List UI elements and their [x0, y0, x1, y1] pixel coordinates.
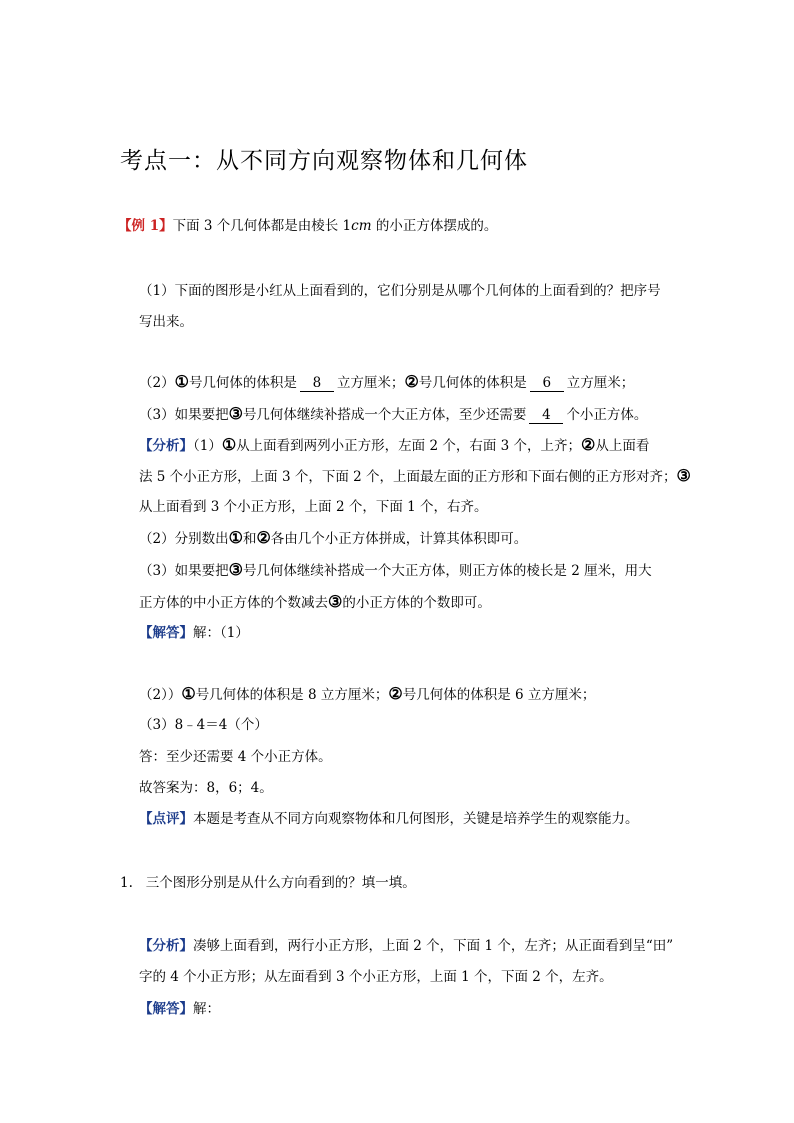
comment-line — [139, 810, 639, 828]
question-1-line-1: （1）下面的图形是小红从上面看到的，它们分别是从哪个几何体的上面看到的？把序号 — [139, 283, 661, 299]
circle-2: ② — [388, 684, 403, 703]
example-1-line — [118, 217, 497, 235]
answer-2-text: 解： — [193, 1001, 220, 1017]
analysis-l6-a: 正方体的中小正方体的个数减去 — [139, 595, 328, 611]
question-1-line-2: 写出来。 — [139, 314, 193, 330]
q2-text-d: 立方厘米； — [566, 375, 635, 391]
circle-2: ② — [404, 372, 419, 391]
answer-line-1 — [139, 624, 249, 642]
q3-text-c: 个小正方体。 — [566, 407, 648, 423]
answer-blank-2: 6 — [530, 376, 564, 392]
comment-tag: 【点评】 — [139, 811, 193, 827]
analysis-tag: 【分析】 — [139, 438, 193, 454]
analysis-l1-tail: 从上面看 — [595, 438, 650, 454]
analysis-2-line-1 — [139, 937, 673, 955]
analysis-line-4 — [139, 529, 527, 548]
circle-2: ② — [581, 435, 596, 454]
answer-tag: 【解答】 — [139, 625, 193, 641]
analysis-2-l1: 凑够上面看到，两行小正方形，上面 2 个，下面 1 个，左齐；从正面看到呈“田” — [193, 938, 674, 954]
answer-l2-a: （2）） — [139, 687, 182, 703]
answer-l2-c: 号几何体的体积是 6 立方厘米； — [402, 687, 596, 703]
analysis-l5-a: （3）如果要把 — [139, 563, 229, 579]
analysis-l1-text: 从上面看到两列小正方形，左面 2 个，右面 3 个，上齐； — [236, 438, 582, 454]
answer-2-tag: 【解答】 — [139, 1001, 193, 1017]
example-text-after: 的小正方体摆成的。 — [371, 218, 498, 234]
circle-1: ① — [174, 372, 189, 391]
q2-prefix: （2） — [139, 375, 175, 391]
example-unit: cm — [351, 218, 372, 234]
analysis-l1-prefix: （1） — [193, 438, 222, 454]
q2-text-a: 号几何体的体积是 — [188, 375, 297, 391]
analysis-2-tag: 【分析】 — [139, 938, 193, 954]
answer-2-line — [139, 1000, 220, 1018]
example-tag: 【例 1】 — [118, 218, 173, 234]
analysis-l6-b: 的小正方体的个数即可。 — [342, 595, 491, 611]
comment-text: 本题是考查从不同方向观察物体和几何图形，关键是培养学生的观察能力。 — [193, 811, 639, 827]
problem-1-line — [120, 874, 416, 892]
answer-line-4: 答：至少还需要 4 个小正方体。 — [139, 749, 332, 765]
answer-l2-b: 号几何体的体积是 8 立方厘米； — [195, 687, 389, 703]
circle-1: ① — [221, 435, 237, 454]
circle-3: ③ — [328, 592, 343, 611]
problem-number: 1. — [120, 875, 133, 891]
analysis-line-3: 从上面看到 3 个小正方形，上面 2 个，下面 1 个，右齐。 — [139, 499, 488, 515]
q2-text-c: 号几何体的体积是 — [418, 375, 527, 391]
analysis-line-2 — [139, 467, 691, 486]
answer-blank-3: 4 — [529, 408, 563, 424]
q2-text-b: 立方厘米； — [336, 375, 405, 391]
q3-text-a: （3）如果要把 — [139, 407, 229, 423]
answer-blank-1: 8 — [300, 376, 334, 392]
analysis-line-5 — [139, 561, 652, 580]
circle-3: ③ — [676, 466, 691, 485]
question-3-line — [139, 405, 647, 424]
answer-line-5: 故答案为：8，6；4。 — [139, 780, 273, 796]
analysis-2-line-2: 字的 4 个小正方形；从左面看到 3 个小正方形，上面 1 个，下面 2 个，左齐。 — [139, 969, 613, 985]
analysis-line-6 — [139, 593, 491, 612]
circle-3: ③ — [228, 404, 243, 423]
analysis-l5-b: 号几何体继续补搭成一个大正方体，则正方体的棱长是 2 厘米，用大 — [242, 563, 652, 579]
circle-3: ③ — [228, 560, 243, 579]
circle-1: ① — [181, 684, 196, 703]
analysis-l4-b: 和 — [242, 531, 257, 547]
circle-1: ① — [228, 528, 243, 547]
answer-line-3: （3）8﹣4＝4（个） — [139, 717, 268, 733]
problem-text: 三个图形分别是从什么方向看到的？填一填。 — [145, 875, 416, 891]
analysis-l4-a: （2）分别数出 — [139, 531, 229, 547]
example-text-before: 下面 3 个几何体都是由棱长 1 — [172, 218, 352, 234]
answer-line-2 — [139, 685, 595, 704]
q3-text-b: 号几何体继续补搭成一个大正方体，至少还需要 — [242, 407, 527, 423]
analysis-l2-text: 法 5 个小正方形，上面 3 个，下面 2 个，上面最左面的正方形和下面右侧的正方形对齐； — [139, 469, 677, 485]
question-2-line — [139, 373, 634, 392]
answer-l1: 解：（1） — [193, 625, 249, 641]
analysis-line-1 — [139, 436, 649, 455]
circle-2: ② — [256, 528, 271, 547]
page-title: 考点一：从不同方向观察物体和几何体 — [120, 148, 528, 174]
analysis-l4-c: 各由几个小正方体拼成，计算其体积即可。 — [270, 531, 528, 547]
